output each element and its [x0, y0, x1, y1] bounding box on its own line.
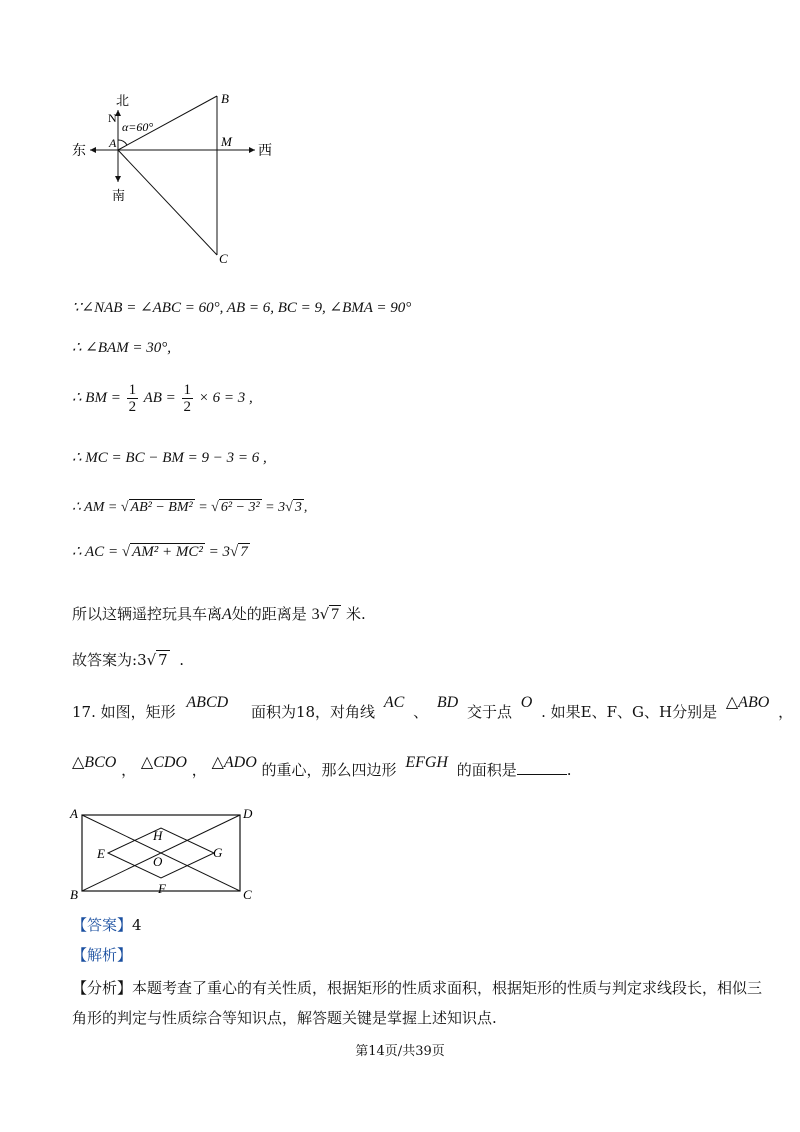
fraction-half: $\frac{1}{2}$	[128, 382, 137, 415]
conclusion-line: 所以这辆遥控玩具车离A处的距离是 3√ 7 米.	[72, 605, 366, 623]
label-C2: C	[243, 887, 252, 902]
label-D2: D	[243, 806, 253, 821]
step-angle: ∴ ∠BAM = 30°,	[72, 340, 172, 356]
answer-blank	[517, 760, 567, 775]
answer-section	[72, 915, 142, 935]
label-alpha: α=60°	[122, 120, 154, 134]
label-C: C	[219, 251, 228, 266]
step-bm-mid: AB =	[143, 389, 176, 406]
analysis-label: 【解析】	[72, 946, 133, 964]
root-am: AB² − BM²	[130, 500, 193, 515]
problem-17-line1: 17. 如图，矩形 ABCD 面积为18，对角线 AC 、 BD 交于点 O . 如果E、F、G、H分别是 △ABO ，	[72, 694, 794, 721]
step-am: ∴ AM = √ AB² − BM² = √ 6² − 3² = 3√ 3 ,	[72, 500, 308, 515]
label-east: 东	[72, 144, 86, 159]
label-F: F	[158, 881, 166, 896]
label-n: N	[108, 111, 117, 125]
label-A2: A	[70, 806, 78, 821]
fraction-half-2: $\frac{1}{2}$	[183, 382, 192, 415]
rectangle-figure	[66, 803, 266, 903]
compass-triangle-figure	[60, 85, 290, 270]
angle-arc	[118, 140, 127, 145]
page-footer: 第14页/共39页	[355, 1044, 445, 1059]
step-ac: ∴ AC = √ AM² + MC² = 3√ 7	[72, 544, 248, 560]
answer-value: 4	[132, 916, 142, 934]
label-H: H	[153, 828, 163, 843]
label-B: B	[221, 91, 229, 106]
problem-17-line2: △BCO ， △CDO ， △ADO 的重心，那么四边形 EFGH 的面积是 .	[72, 754, 572, 779]
label-E: E	[97, 846, 105, 861]
root-numbers: 6² − 3²	[220, 500, 260, 515]
step-given: ∵∠NAB = ∠ABC = 60°, AB = 6, BC = 9, ∠BMA = 90°	[72, 300, 412, 316]
step-mc: ∴ MC = BC − BM = 9 − 3 = 6 ,	[72, 450, 267, 466]
answer-label: 【答案】	[72, 916, 133, 934]
label-B2: B	[70, 887, 78, 902]
label-A: A	[109, 136, 117, 150]
step-bm	[72, 382, 253, 415]
root-ac: AM² + MC²	[132, 544, 203, 560]
label-O: O	[153, 854, 163, 869]
analysis-line2: 角形的判定与性质综合等知识点，解答题关键是掌握上述知识点.	[72, 1009, 497, 1027]
answer-line: 故答案为:3√ 7 .	[72, 651, 185, 669]
label-G: G	[213, 845, 223, 860]
step-bm-prefix: ∴ BM =	[72, 389, 121, 406]
label-south: 南	[112, 188, 126, 203]
label-north: 北	[116, 93, 130, 108]
analysis-line1: 【分析】本题考查了重心的有关性质，根据矩形的性质求面积，根据矩形的性质与判定求线段长，相似三	[72, 979, 763, 997]
segment-AC	[118, 150, 217, 255]
label-M: M	[221, 134, 232, 149]
step-bm-suffix: × 6 = 3 ,	[198, 389, 253, 406]
label-west: 西	[258, 144, 272, 159]
